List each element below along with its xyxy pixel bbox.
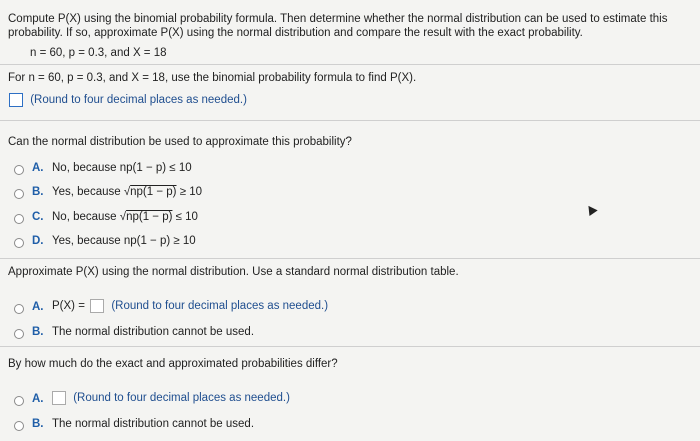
option-d-letter: D. bbox=[32, 235, 44, 247]
radio-q4-option-b[interactable] bbox=[14, 421, 24, 431]
divider bbox=[0, 64, 700, 65]
radio-q3-option-b[interactable] bbox=[14, 329, 24, 339]
rounding-hint: (Round to four decimal places as needed.) bbox=[30, 94, 247, 107]
option-b-letter: B. bbox=[32, 186, 44, 198]
question-4: By how much do the exact and approximated probabilities differ? bbox=[8, 358, 338, 370]
question-1-answer-row bbox=[9, 93, 247, 107]
answer-input-px-normal[interactable] bbox=[90, 299, 104, 313]
rounding-hint: (Round to four decimal places as needed.) bbox=[111, 300, 329, 313]
option-d-text: Yes, because np(1 − p) ≥ 10 bbox=[52, 235, 196, 247]
divider bbox=[0, 346, 700, 347]
radio-option-a[interactable] bbox=[14, 165, 24, 175]
option-a-text: No, because np(1 − p) ≤ 10 bbox=[52, 162, 192, 174]
q4-option-a-letter: A. bbox=[32, 393, 44, 405]
radio-q3-option-a[interactable] bbox=[14, 304, 24, 314]
question-1: For n = 60, p = 0.3, and X = 18, use the binomial probability formula to find P(X). bbox=[8, 72, 417, 84]
option-c-text: No, because √np(1 − p) ≤ 10 bbox=[52, 211, 198, 223]
option-b-text: Yes, because √np(1 − p) ≥ 10 bbox=[52, 186, 202, 198]
q3-option-a-prefix: P(X) = bbox=[52, 300, 85, 313]
given-values: n = 60, p = 0.3, and X = 18 bbox=[30, 47, 167, 59]
option-a-letter: A. bbox=[32, 162, 44, 174]
mouse-cursor-icon bbox=[584, 203, 597, 216]
q4-option-b-letter: B. bbox=[32, 418, 44, 430]
divider bbox=[0, 120, 700, 121]
answer-input-difference[interactable] bbox=[52, 391, 66, 405]
problem-statement-line1: Compute P(X) using the binomial probability formula. Then determine whether the normal distribution can be used to estimate this bbox=[8, 13, 668, 25]
q3-option-b-letter: B. bbox=[32, 326, 44, 338]
question-3: Approximate P(X) using the normal distribution. Use a standard normal distribution table. bbox=[8, 266, 459, 278]
q4-option-b-text: The normal distribution cannot be used. bbox=[52, 418, 255, 430]
divider bbox=[0, 258, 700, 259]
q3-option-b-text: The normal distribution cannot be used. bbox=[52, 326, 255, 338]
radio-option-c[interactable] bbox=[14, 214, 24, 224]
q4-option-a-row bbox=[52, 391, 290, 405]
radio-q4-option-a[interactable] bbox=[14, 396, 24, 406]
radio-option-d[interactable] bbox=[14, 238, 24, 248]
question-2: Can the normal distribution be used to approximate this probability? bbox=[8, 136, 352, 148]
radio-option-b[interactable] bbox=[14, 189, 24, 199]
problem-statement-line2: probability. If so, approximate P(X) using the normal distribution and compare the result with the exact probability. bbox=[8, 27, 583, 39]
answer-input-px-binomial[interactable] bbox=[9, 93, 23, 107]
rounding-hint: (Round to four decimal places as needed.) bbox=[73, 392, 290, 405]
option-c-letter: C. bbox=[32, 211, 44, 223]
q3-option-a-row bbox=[52, 299, 328, 313]
q3-option-a-letter: A. bbox=[32, 301, 44, 313]
